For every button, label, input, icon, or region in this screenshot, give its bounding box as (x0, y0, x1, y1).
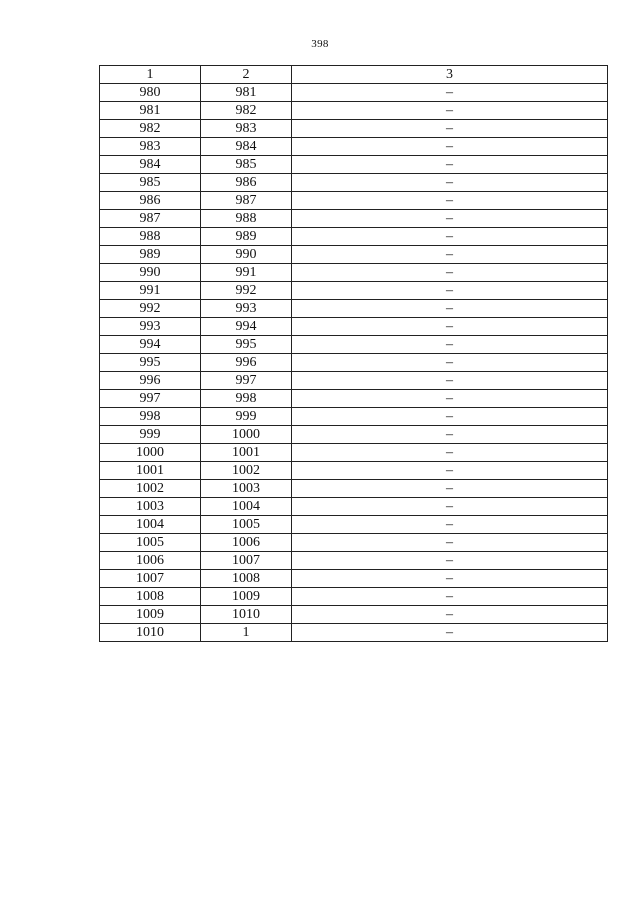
table-row (100, 498, 608, 516)
table-cell-col-2: 989 (201, 228, 292, 246)
table-cell-col-3: – (292, 156, 608, 174)
table-cell-col-1: 999 (100, 426, 201, 444)
table-cell-col-2: 999 (201, 408, 292, 426)
table-cell-col-2: 993 (201, 300, 292, 318)
table-row (100, 192, 608, 210)
table-row (100, 624, 608, 642)
table-row (100, 390, 608, 408)
table-cell-col-3: – (292, 462, 608, 480)
table-cell-col-1: 1003 (100, 498, 201, 516)
table-header-row (100, 66, 608, 84)
table-row (100, 336, 608, 354)
table-cell-col-2: 991 (201, 264, 292, 282)
table-cell-col-2: 1005 (201, 516, 292, 534)
data-table (99, 65, 608, 642)
table-cell-col-3: – (292, 372, 608, 390)
table-cell-col-3: – (292, 210, 608, 228)
table-cell-col-3: – (292, 318, 608, 336)
table-cell-col-1: 991 (100, 282, 201, 300)
table-row (100, 516, 608, 534)
table-cell-col-3: – (292, 624, 608, 642)
table-row (100, 534, 608, 552)
column-header-1: 1 (100, 66, 201, 84)
table-row (100, 246, 608, 264)
table-cell-col-1: 1000 (100, 444, 201, 462)
table-row (100, 408, 608, 426)
table-cell-col-1: 1005 (100, 534, 201, 552)
table-cell-col-1: 1007 (100, 570, 201, 588)
table-cell-col-2: 1 (201, 624, 292, 642)
table-cell-col-1: 1009 (100, 606, 201, 624)
table-cell-col-2: 1003 (201, 480, 292, 498)
table-row (100, 444, 608, 462)
table-cell-col-3: – (292, 444, 608, 462)
table-cell-col-3: – (292, 480, 608, 498)
table-cell-col-1: 994 (100, 336, 201, 354)
table-cell-col-3: – (292, 246, 608, 264)
table-row (100, 318, 608, 336)
table-cell-col-2: 1008 (201, 570, 292, 588)
table-cell-col-1: 1004 (100, 516, 201, 534)
table-cell-col-1: 1002 (100, 480, 201, 498)
table-cell-col-2: 1006 (201, 534, 292, 552)
table-cell-col-2: 990 (201, 246, 292, 264)
table-cell-col-3: – (292, 552, 608, 570)
table-cell-col-2: 996 (201, 354, 292, 372)
table-cell-col-3: – (292, 498, 608, 516)
table-row (100, 210, 608, 228)
table-cell-col-2: 1004 (201, 498, 292, 516)
table-row (100, 570, 608, 588)
table-cell-col-2: 1007 (201, 552, 292, 570)
table-cell-col-3: – (292, 426, 608, 444)
table-row (100, 462, 608, 480)
table-cell-col-3: – (292, 174, 608, 192)
table-cell-col-1: 990 (100, 264, 201, 282)
table-row (100, 354, 608, 372)
table-cell-col-1: 1008 (100, 588, 201, 606)
table-cell-col-3: – (292, 192, 608, 210)
table-cell-col-3: – (292, 354, 608, 372)
table-cell-col-1: 1010 (100, 624, 201, 642)
table-row (100, 120, 608, 138)
table-cell-col-2: 1002 (201, 462, 292, 480)
table-cell-col-2: 1010 (201, 606, 292, 624)
column-header-3: 3 (292, 66, 608, 84)
table-cell-col-2: 986 (201, 174, 292, 192)
column-header-2: 2 (201, 66, 292, 84)
table-cell-col-1: 1006 (100, 552, 201, 570)
table-cell-col-3: – (292, 570, 608, 588)
table-cell-col-1: 995 (100, 354, 201, 372)
table-cell-col-3: – (292, 102, 608, 120)
table-cell-col-2: 997 (201, 372, 292, 390)
table-cell-col-2: 1001 (201, 444, 292, 462)
table-row (100, 156, 608, 174)
table-cell-col-1: 987 (100, 210, 201, 228)
table-cell-col-3: – (292, 588, 608, 606)
table-cell-col-1: 980 (100, 84, 201, 102)
table-cell-col-2: 983 (201, 120, 292, 138)
page-number: 398 (311, 38, 329, 50)
table-cell-col-1: 997 (100, 390, 201, 408)
table-cell-col-1: 986 (100, 192, 201, 210)
table-row (100, 264, 608, 282)
table-cell-col-1: 985 (100, 174, 201, 192)
table-cell-col-2: 998 (201, 390, 292, 408)
table-cell-col-1: 992 (100, 300, 201, 318)
table-cell-col-3: – (292, 606, 608, 624)
table-cell-col-1: 998 (100, 408, 201, 426)
table-cell-col-3: – (292, 534, 608, 552)
table-cell-col-3: – (292, 264, 608, 282)
table-cell-col-2: 988 (201, 210, 292, 228)
table-cell-col-3: – (292, 300, 608, 318)
table-cell-col-1: 989 (100, 246, 201, 264)
table-cell-col-3: – (292, 336, 608, 354)
table-cell-col-2: 987 (201, 192, 292, 210)
table-cell-col-1: 996 (100, 372, 201, 390)
table-cell-col-2: 1009 (201, 588, 292, 606)
table-row (100, 300, 608, 318)
table-cell-col-3: – (292, 84, 608, 102)
table-cell-col-2: 981 (201, 84, 292, 102)
table-row (100, 228, 608, 246)
table-cell-col-1: 1001 (100, 462, 201, 480)
table-cell-col-2: 1000 (201, 426, 292, 444)
table-cell-col-3: – (292, 390, 608, 408)
table-cell-col-3: – (292, 516, 608, 534)
table-cell-col-3: – (292, 120, 608, 138)
table-row (100, 84, 608, 102)
table-body (100, 84, 608, 642)
table-row (100, 282, 608, 300)
table-cell-col-1: 993 (100, 318, 201, 336)
table-cell-col-2: 982 (201, 102, 292, 120)
table-row (100, 372, 608, 390)
table-cell-col-1: 984 (100, 156, 201, 174)
table-row (100, 552, 608, 570)
table-cell-col-2: 984 (201, 138, 292, 156)
table-row (100, 606, 608, 624)
table-cell-col-1: 988 (100, 228, 201, 246)
table-cell-col-1: 981 (100, 102, 201, 120)
table-row (100, 426, 608, 444)
table-row (100, 588, 608, 606)
table-cell-col-3: – (292, 408, 608, 426)
table-cell-col-2: 995 (201, 336, 292, 354)
table-cell-col-3: – (292, 282, 608, 300)
table-row (100, 102, 608, 120)
table-cell-col-3: – (292, 228, 608, 246)
table-row (100, 174, 608, 192)
table-cell-col-2: 994 (201, 318, 292, 336)
table-cell-col-2: 985 (201, 156, 292, 174)
table-row (100, 480, 608, 498)
table-cell-col-2: 992 (201, 282, 292, 300)
table-row (100, 138, 608, 156)
table-cell-col-3: – (292, 138, 608, 156)
table-cell-col-1: 982 (100, 120, 201, 138)
table-cell-col-1: 983 (100, 138, 201, 156)
